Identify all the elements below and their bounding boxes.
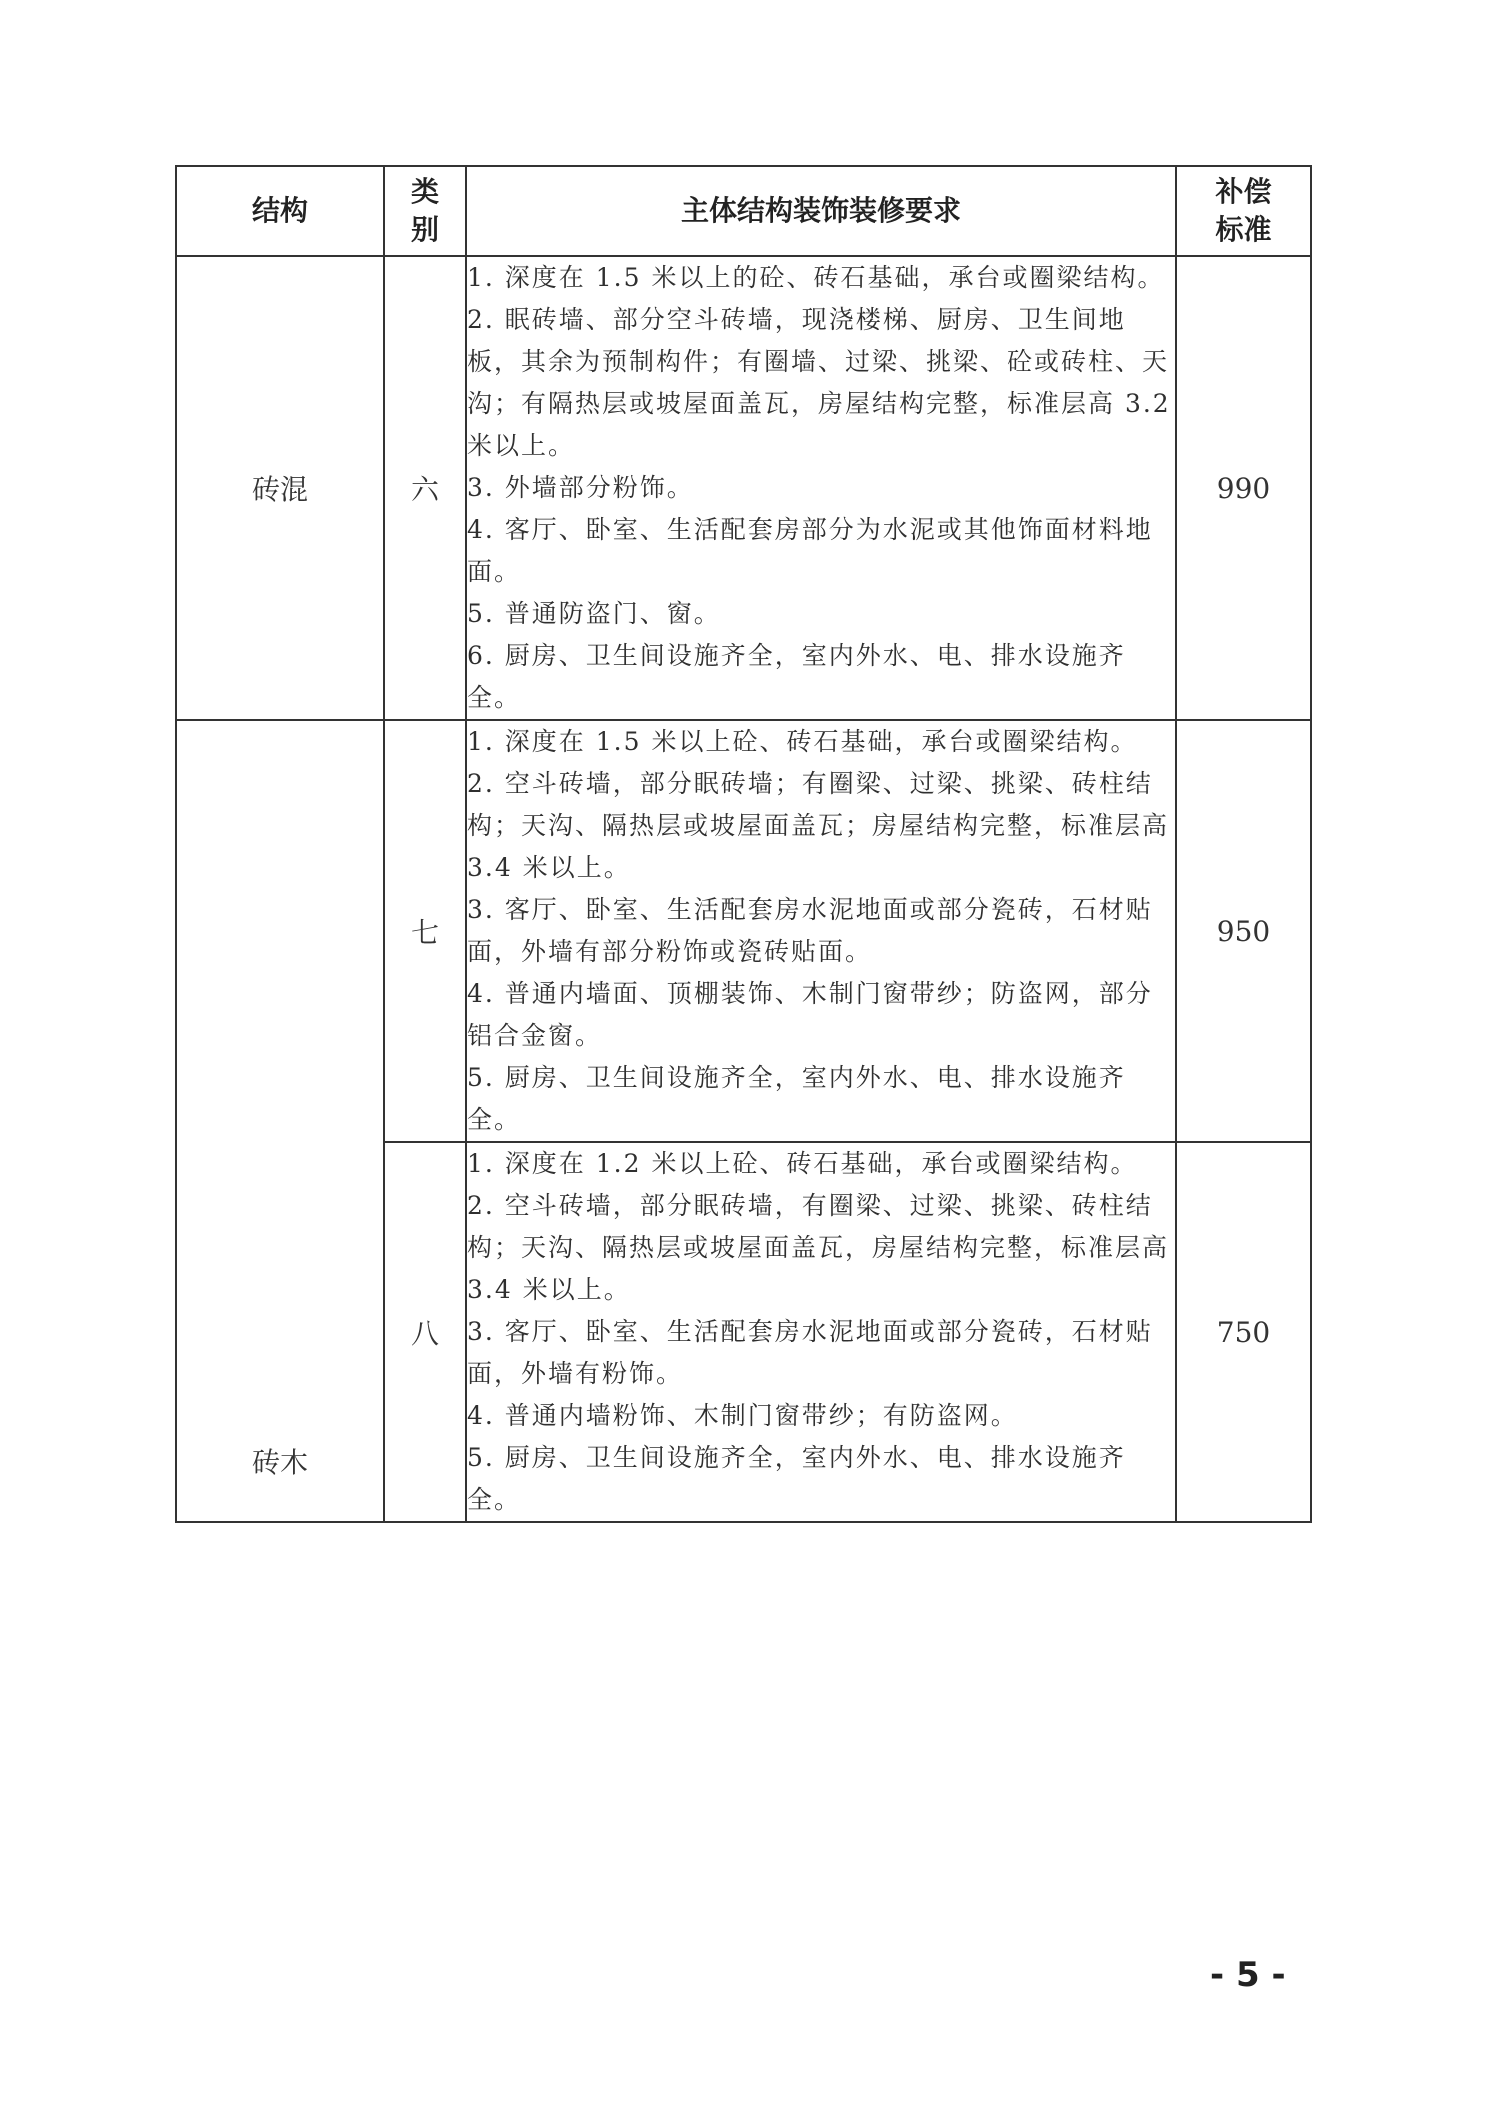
compensation-standard-table bbox=[175, 165, 1312, 1523]
requirement-item: 1. 深度在 1.2 米以上砼、砖石基础，承台或圈梁结构。 bbox=[467, 1149, 1138, 1178]
requirements-cell bbox=[466, 1142, 1176, 1522]
compensation-cell: 990 bbox=[1176, 256, 1311, 720]
requirements-cell bbox=[466, 256, 1176, 720]
header-category bbox=[384, 166, 466, 256]
requirement-item: 3. 客厅、卧室、生活配套房水泥地面或部分瓷砖，石材贴面，外墙有粉饰。 bbox=[467, 1317, 1153, 1388]
requirement-item: 5. 厨房、卫生间设施齐全，室内外水、电、排水设施齐全。 bbox=[467, 1443, 1126, 1514]
category-cell: 七 bbox=[384, 720, 466, 1142]
requirement-item: 1. 深度在 1.5 米以上的砼、砖石基础，承台或圈梁结构。 bbox=[467, 263, 1165, 292]
requirement-item: 5. 普通防盗门、窗。 bbox=[467, 599, 721, 628]
requirement-item: 4. 普通内墙粉饰、木制门窗带纱；有防盗网。 bbox=[467, 1401, 1018, 1430]
requirement-item: 5. 厨房、卫生间设施齐全，室内外水、电、排水设施齐全。 bbox=[467, 1063, 1126, 1134]
structure-cell-brick-concrete: 砖混 bbox=[176, 256, 384, 720]
requirement-item: 2. 眠砖墙、部分空斗砖墙，现浇楼梯、厨房、卫生间地板，其余为预制构件；有圈墙、过梁、挑梁、砼或砖柱、天沟；有隔热层或坡屋面盖瓦，房屋结构完整，标准层高 3.2 米以上。 bbox=[467, 305, 1171, 460]
header-category-line2: 别 bbox=[410, 213, 439, 246]
requirements-cell bbox=[466, 720, 1176, 1142]
header-requirements: 主体结构装饰装修要求 bbox=[466, 166, 1176, 256]
structure-cell-brick-wood: 砖木 bbox=[176, 720, 384, 1522]
requirement-item: 4. 普通内墙面、顶棚装饰、木制门窗带纱；防盗网，部分铝合金窗。 bbox=[467, 979, 1153, 1050]
requirement-item: 4. 客厅、卧室、生活配套房部分为水泥或其他饰面材料地面。 bbox=[467, 515, 1153, 586]
requirement-item: 3. 外墙部分粉饰。 bbox=[467, 473, 694, 502]
requirement-item: 2. 空斗砖墙，部分眠砖墙；有圈梁、过梁、挑梁、砖柱结构；天沟、隔热层或坡屋面盖瓦；房屋结构完整，标准层高 3.4 米以上。 bbox=[467, 769, 1170, 882]
category-cell: 六 bbox=[384, 256, 466, 720]
header-compensation bbox=[1176, 166, 1311, 256]
compensation-cell: 750 bbox=[1176, 1142, 1311, 1522]
header-compensation-line1: 补偿 bbox=[1215, 175, 1272, 208]
table-header-row bbox=[176, 166, 1311, 256]
header-category-line1: 类 bbox=[410, 175, 439, 208]
header-compensation-line2: 标准 bbox=[1215, 213, 1272, 246]
requirement-item: 1. 深度在 1.5 米以上砼、砖石基础，承台或圈梁结构。 bbox=[467, 727, 1138, 756]
header-structure: 结构 bbox=[176, 166, 384, 256]
table-row-category-6 bbox=[176, 256, 1311, 720]
page-number: - 5 - bbox=[1210, 1955, 1286, 1995]
compensation-cell: 950 bbox=[1176, 720, 1311, 1142]
requirement-item: 2. 空斗砖墙，部分眠砖墙，有圈梁、过梁、挑梁、砖柱结构；天沟、隔热层或坡屋面盖瓦，房屋结构完整，标准层高 3.4 米以上。 bbox=[467, 1191, 1170, 1304]
table-row-category-7 bbox=[176, 720, 1311, 1142]
category-cell: 八 bbox=[384, 1142, 466, 1522]
requirement-item: 6. 厨房、卫生间设施齐全，室内外水、电、排水设施齐全。 bbox=[467, 641, 1126, 712]
requirement-item: 3. 客厅、卧室、生活配套房水泥地面或部分瓷砖，石材贴面，外墙有部分粉饰或瓷砖贴面。 bbox=[467, 895, 1153, 966]
